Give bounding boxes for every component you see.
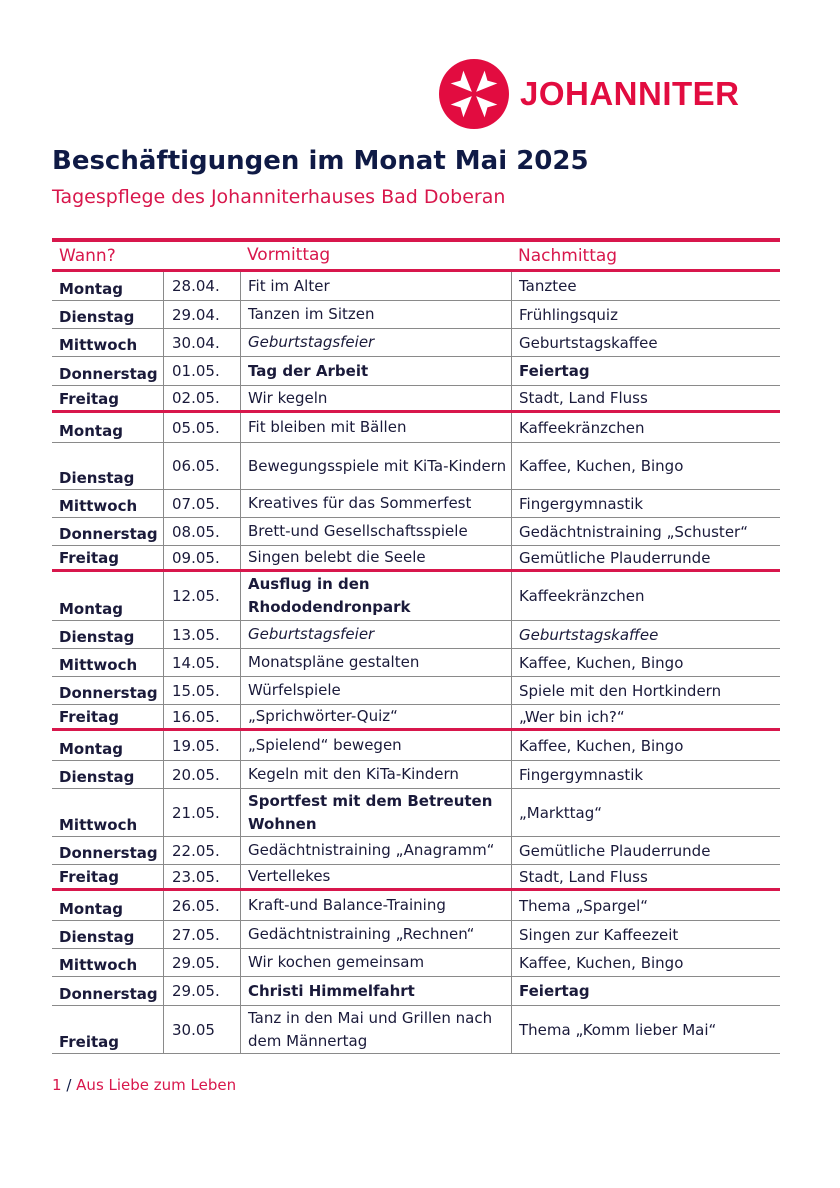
page-subtitle: Tagespflege des Johanniterhauses Bad Doberan	[52, 186, 506, 208]
day-cell: Mittwoch	[59, 336, 138, 354]
morning-activity: „Spielend“ bewegen	[240, 731, 511, 760]
morning-activity: Kraft-und Balance-Training	[240, 891, 511, 920]
brand-logo	[438, 58, 740, 130]
afternoon-activity: Fingergymnastik	[511, 490, 780, 517]
day-cell: Dienstag	[59, 768, 135, 786]
date-cell: 29.05.	[163, 977, 240, 1005]
header-afternoon: Nachmittag	[518, 245, 618, 266]
table-row	[52, 837, 780, 865]
day-cell: Dienstag	[59, 469, 135, 487]
date-cell: 23.05.	[163, 865, 240, 888]
afternoon-activity: Gemütliche Plauderrunde	[511, 546, 780, 569]
date-cell: 29.05.	[163, 949, 240, 976]
day-cell: Mittwoch	[59, 956, 138, 974]
day-cell: Donnerstag	[59, 365, 158, 383]
morning-activity: Christi Himmelfahrt	[240, 977, 511, 1005]
date-cell: 05.05.	[163, 413, 240, 442]
table-body	[52, 272, 780, 1054]
morning-activity: Fit bleiben mit Bällen	[240, 413, 511, 442]
table-header	[52, 238, 780, 272]
table-row	[52, 490, 780, 518]
table-row	[52, 1006, 780, 1054]
morning-activity: Wir kegeln	[240, 386, 511, 410]
morning-activity: Tanzen im Sitzen	[240, 301, 511, 328]
morning-activity: Monatspläne gestalten	[240, 649, 511, 676]
morning-activity: Kegeln mit den KiTa-Kindern	[240, 761, 511, 788]
date-cell: 21.05.	[163, 789, 240, 836]
day-cell: Montag	[59, 280, 123, 298]
morning-activity: Gedächtnistraining „Anagramm“	[240, 837, 511, 864]
table-row	[52, 546, 780, 572]
date-cell: 15.05.	[163, 677, 240, 704]
day-cell: Montag	[59, 900, 123, 918]
afternoon-activity: Kaffeekränzchen	[511, 572, 780, 620]
date-cell: 13.05.	[163, 621, 240, 648]
afternoon-activity: Kaffee, Kuchen, Bingo	[511, 443, 780, 489]
afternoon-activity: „Wer bin ich?“	[511, 705, 780, 728]
afternoon-activity: Fingergymnastik	[511, 761, 780, 788]
date-cell: 29.04.	[163, 301, 240, 328]
day-cell: Freitag	[59, 1033, 120, 1051]
day-cell: Montag	[59, 422, 123, 440]
date-cell: 09.05.	[163, 546, 240, 569]
table-row	[52, 329, 780, 357]
morning-activity: Tanz in den Mai und Grillen nach dem Männertag	[240, 1006, 511, 1053]
table-row	[52, 413, 780, 443]
header-when: Wann?	[59, 245, 116, 266]
date-cell: 26.05.	[163, 891, 240, 920]
day-cell: Mittwoch	[59, 497, 138, 515]
afternoon-activity: Thema „Spargel“	[511, 891, 780, 920]
brand-name: JOHANNITER	[520, 75, 740, 112]
afternoon-activity: Feiertag	[511, 357, 780, 385]
afternoon-activity: Stadt, Land Fluss	[511, 865, 780, 888]
day-cell: Dienstag	[59, 928, 135, 946]
afternoon-activity: Kaffee, Kuchen, Bingo	[511, 731, 780, 760]
table-row	[52, 443, 780, 490]
morning-activity: Tag der Arbeit	[240, 357, 511, 385]
morning-activity: Würfelspiele	[240, 677, 511, 704]
date-cell: 07.05.	[163, 490, 240, 517]
table-row	[52, 649, 780, 677]
morning-activity: Vertellekes	[240, 865, 511, 888]
morning-activity: Ausflug in den Rhododendronpark	[240, 572, 511, 620]
morning-activity: Brett-und Gesellschaftsspiele	[240, 518, 511, 545]
table-row	[52, 731, 780, 761]
date-cell: 27.05.	[163, 921, 240, 948]
table-row	[52, 357, 780, 386]
afternoon-activity: Feiertag	[511, 977, 780, 1005]
table-row	[52, 921, 780, 949]
afternoon-activity: Tanztee	[511, 272, 780, 300]
date-cell: 30.05	[163, 1006, 240, 1053]
table-row	[52, 518, 780, 546]
table-row	[52, 705, 780, 731]
table-row	[52, 621, 780, 649]
maltese-cross-icon	[438, 58, 510, 130]
afternoon-activity: Kaffee, Kuchen, Bingo	[511, 649, 780, 676]
afternoon-activity: Gedächtnistraining „Schuster“	[511, 518, 780, 545]
date-cell: 06.05.	[163, 443, 240, 489]
schedule-table	[52, 238, 780, 1054]
date-cell: 20.05.	[163, 761, 240, 788]
table-row	[52, 572, 780, 621]
afternoon-activity: Stadt, Land Fluss	[511, 386, 780, 410]
date-cell: 08.05.	[163, 518, 240, 545]
morning-activity: Geburtstagsfeier	[240, 621, 511, 648]
day-cell: Freitag	[59, 549, 120, 567]
morning-activity: Gedächtnistraining „Rechnen“	[240, 921, 511, 948]
page-number: 1	[52, 1076, 62, 1094]
date-cell: 22.05.	[163, 837, 240, 864]
morning-activity: Singen belebt die Seele	[240, 546, 511, 569]
afternoon-activity: Gemütliche Plauderrunde	[511, 837, 780, 864]
morning-activity: Fit im Alter	[240, 272, 511, 300]
table-row	[52, 977, 780, 1006]
date-cell: 28.04.	[163, 272, 240, 300]
date-cell: 30.04.	[163, 329, 240, 356]
day-cell: Montag	[59, 740, 123, 758]
table-row	[52, 301, 780, 329]
afternoon-activity: Kaffeekränzchen	[511, 413, 780, 442]
afternoon-activity: Singen zur Kaffeezeit	[511, 921, 780, 948]
day-cell: Dienstag	[59, 628, 135, 646]
date-cell: 16.05.	[163, 705, 240, 728]
date-cell: 01.05.	[163, 357, 240, 385]
afternoon-activity: Geburtstagskaffee	[511, 329, 780, 356]
date-cell: 12.05.	[163, 572, 240, 620]
day-cell: Donnerstag	[59, 985, 158, 1003]
date-cell: 02.05.	[163, 386, 240, 410]
day-cell: Mittwoch	[59, 816, 138, 834]
header-morning: Vormittag	[247, 245, 331, 265]
footer-separator: /	[66, 1076, 72, 1094]
afternoon-activity: Thema „Komm lieber Mai“	[511, 1006, 780, 1053]
footer	[52, 1076, 236, 1094]
afternoon-activity: Spiele mit den Hortkindern	[511, 677, 780, 704]
morning-activity: „Sprichwörter-Quiz“	[240, 705, 511, 728]
table-row	[52, 949, 780, 977]
afternoon-activity: Kaffee, Kuchen, Bingo	[511, 949, 780, 976]
morning-activity: Sportfest mit dem Betreuten Wohnen	[240, 789, 511, 836]
day-cell: Donnerstag	[59, 525, 158, 543]
day-cell: Freitag	[59, 708, 120, 726]
morning-activity: Geburtstagsfeier	[240, 329, 511, 356]
table-row	[52, 677, 780, 705]
day-cell: Montag	[59, 600, 123, 618]
table-row	[52, 865, 780, 891]
day-cell: Donnerstag	[59, 844, 158, 862]
page-title: Beschäftigungen im Monat Mai 2025	[52, 146, 589, 176]
afternoon-activity: „Markttag“	[511, 789, 780, 836]
date-cell: 19.05.	[163, 731, 240, 760]
table-row	[52, 761, 780, 789]
afternoon-activity: Geburtstagskaffee	[511, 621, 780, 648]
morning-activity: Wir kochen gemeinsam	[240, 949, 511, 976]
day-cell: Freitag	[59, 390, 120, 408]
day-cell: Freitag	[59, 868, 120, 886]
morning-activity: Kreatives für das Sommerfest	[240, 490, 511, 517]
afternoon-activity: Frühlingsquiz	[511, 301, 780, 328]
day-cell: Donnerstag	[59, 684, 158, 702]
date-cell: 14.05.	[163, 649, 240, 676]
table-row	[52, 789, 780, 837]
footer-slogan: Aus Liebe zum Leben	[76, 1076, 237, 1094]
day-cell: Mittwoch	[59, 656, 138, 674]
morning-activity: Bewegungsspiele mit KiTa-Kindern	[240, 443, 511, 489]
table-row	[52, 386, 780, 413]
day-cell: Dienstag	[59, 308, 135, 326]
table-row	[52, 272, 780, 301]
table-row	[52, 891, 780, 921]
